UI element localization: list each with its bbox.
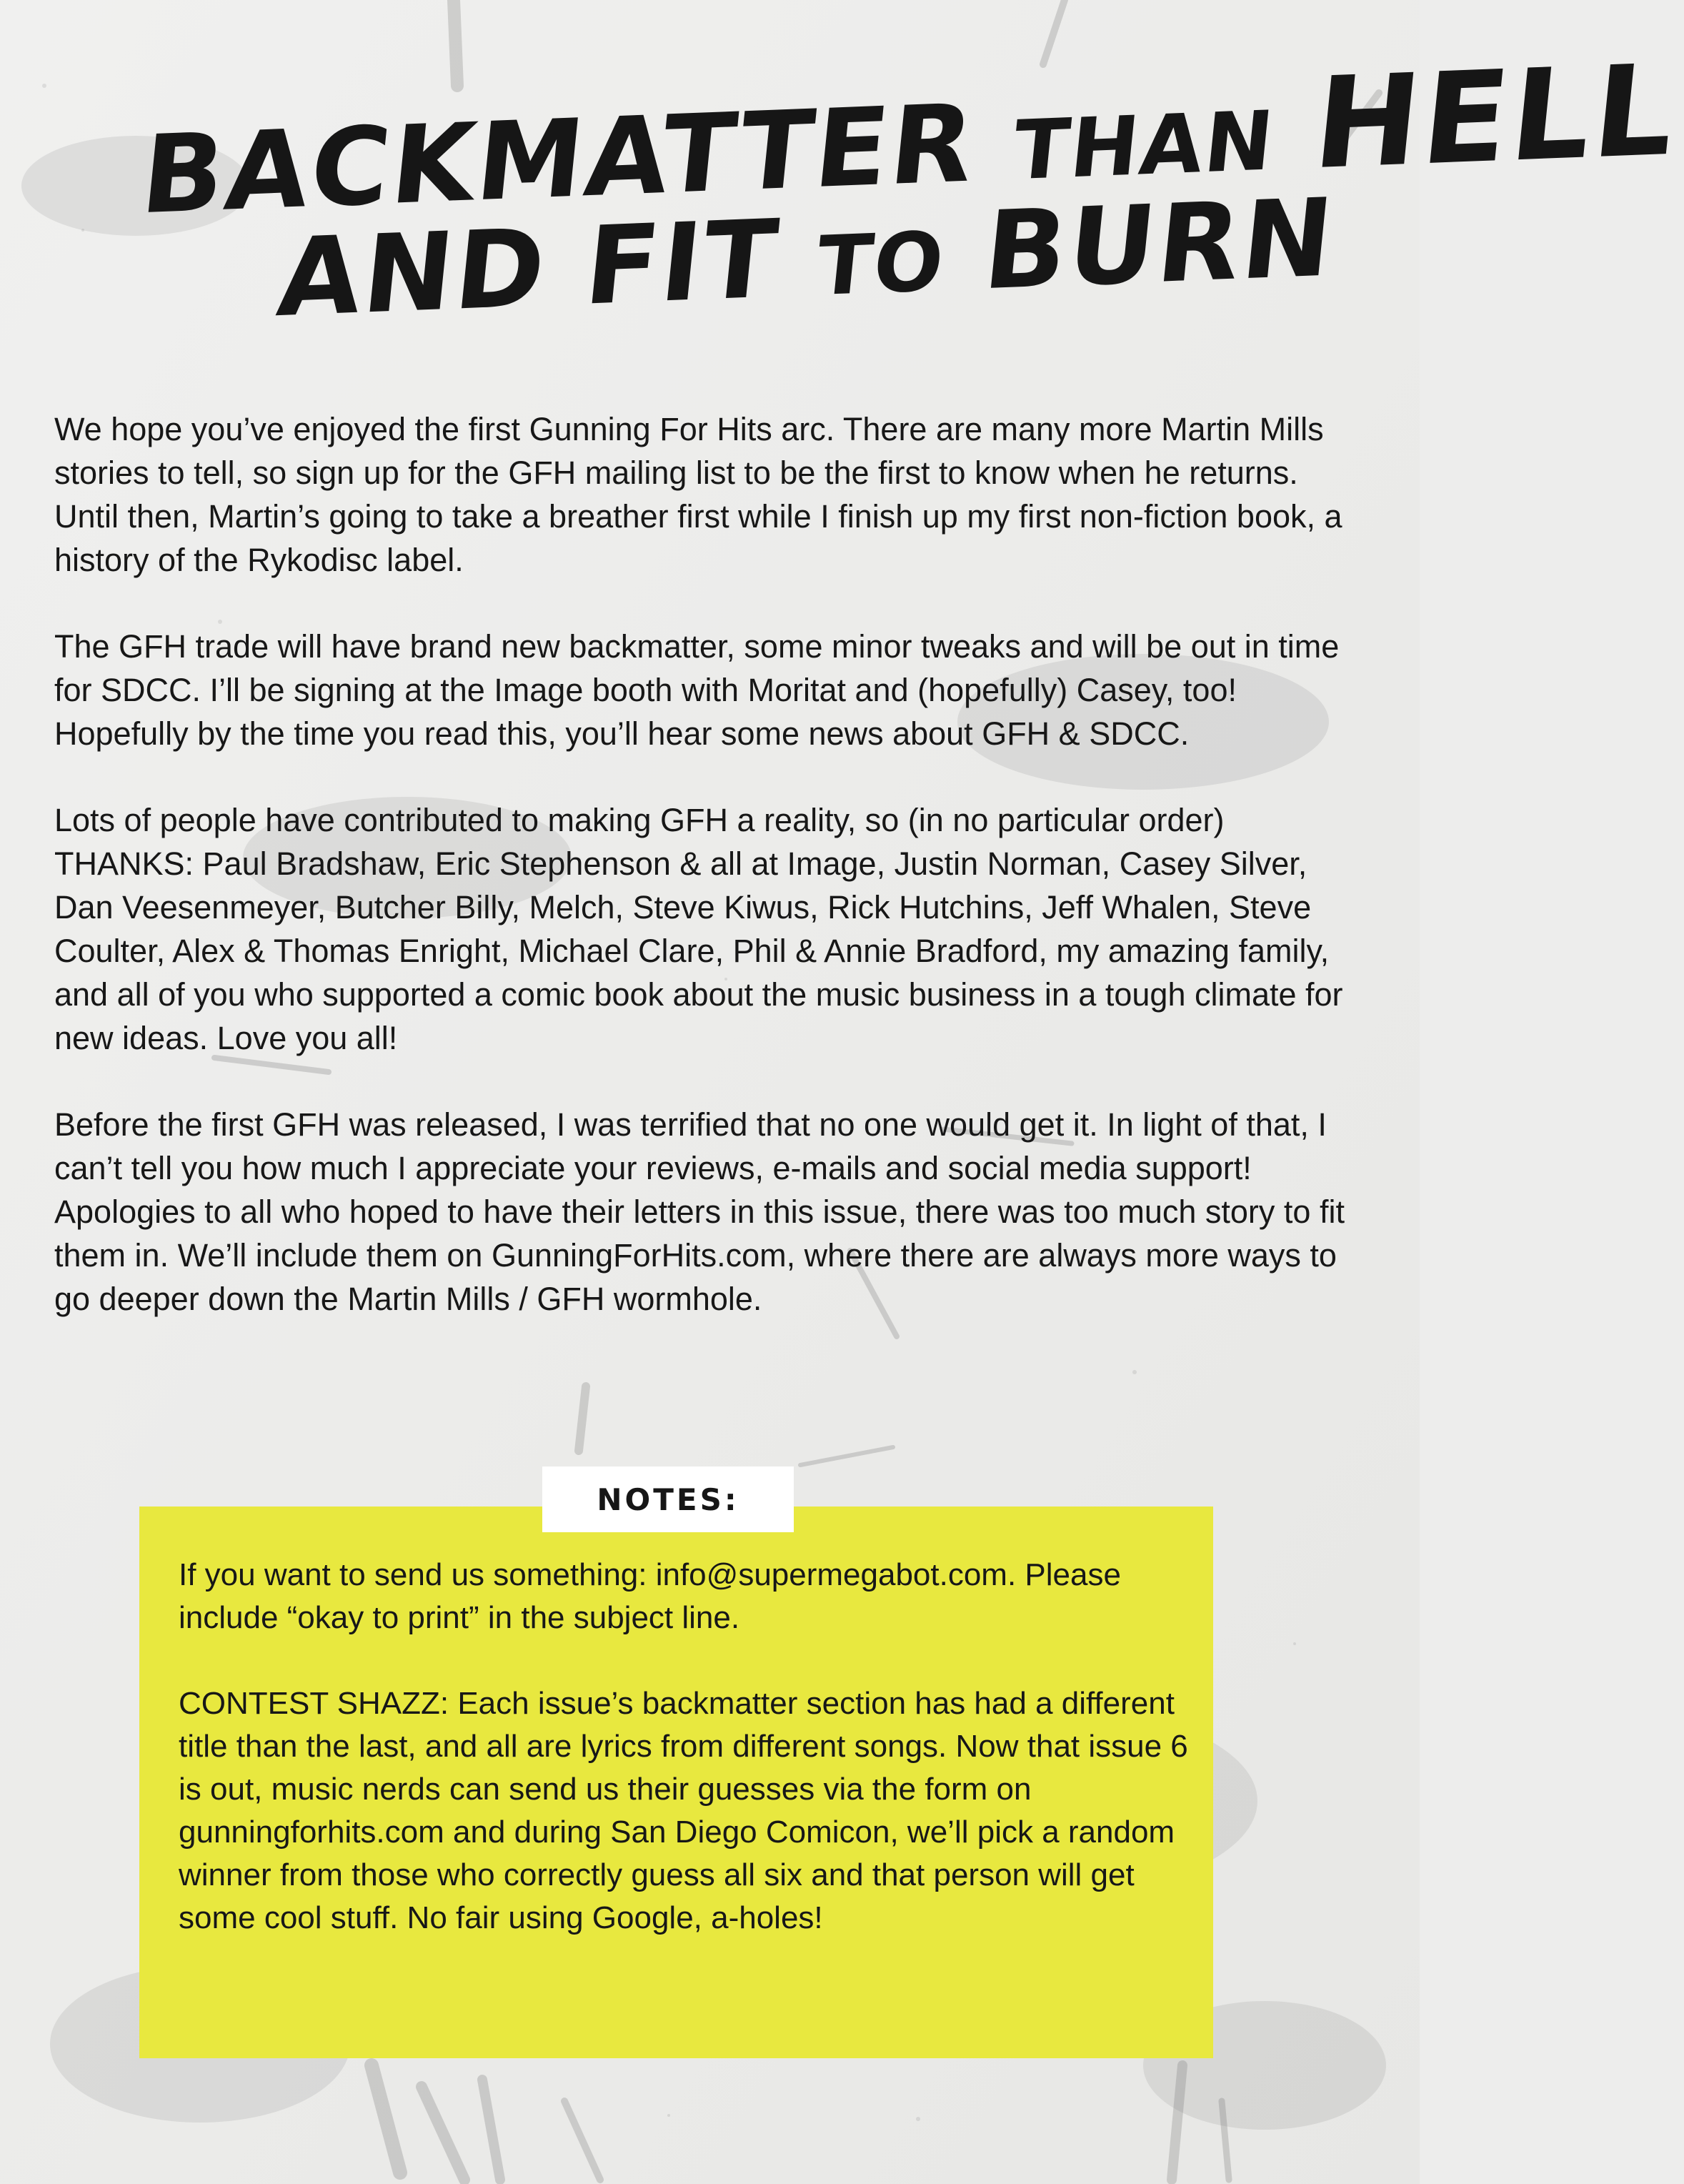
notes-paragraph-1: If you want to send us something: info@supermegabot.com. Please include “okay to print” in the subject line.: [179, 1557, 1121, 1635]
notes-content: [179, 1554, 1200, 1982]
notes-label: NOTES:: [597, 1481, 739, 1517]
body-paragraph-3: Lots of people have contributed to making GFH a reality, so (in no particular order) THANKS: Paul Bradshaw, Eric Stephenson & all at Image, Justin Norman, Casey Silver, Dan Veesenmeyer, Butcher Billy, Melch, Steve Kiwus, Rick Hutchins, Jeff Whalen, Steve Coulter, Alex & Thomas Enright, Michael Clare, Phil & Annie Bradford, my amazing family, and all of you who supported a comic book about the music business in a tough climate for new ideas. Love you all!: [54, 802, 1343, 1056]
notes-paragraph-2: CONTEST SHAZZ: Each issue’s backmatter section has had a different title than the last, and all are lyrics from different songs. Now that issue 6 is out, music nerds can send us their guesses via the form on gunningforhits.com and during San Diego Comicon, we’ll pick a random winner from those who correctly guess all six and that person will get some cool stuff. No fair using Google, a-holes!: [179, 1686, 1188, 1935]
title-word-to: TO: [812, 213, 950, 314]
title-word-hell: HELL: [1307, 37, 1684, 198]
notes-label-tab: [542, 1466, 794, 1532]
title-word-backmatter: BACKMATTER: [136, 81, 982, 239]
backmatter-body: [54, 407, 1365, 1364]
body-paragraph-4: Before the first GFH was released, I was terrified that no one would get it. In light of that, I can’t tell you how much I appreciate your reviews, e-mails and social media support! Apologies to all who hoped to have their letters in this issue, there was too much story to fit them in. We’ll include them on GunningForHits.com, where there are always more ways to go deeper down the Martin Mills / GFH wormhole.: [54, 1106, 1345, 1317]
page-title: [136, 37, 1684, 350]
title-word-and-fit: AND FIT: [272, 197, 785, 342]
body-paragraph-1: We hope you’ve enjoyed the first Gunning For Hits arc. There are many more Martin Mills stories to tell, so sign up for the GFH mailing list to be the first to know when he returns. Until then, Martin’s going to take a breather first while I finish up my first non-fiction book, a history of the Rykodisc label.: [54, 411, 1342, 578]
body-paragraph-2: The GFH trade will have brand new backmatter, some minor tweaks and will be out in time for SDCC. I’ll be signing at the Image booth with Moritat and (hopefully) Casey, too! Hopefully by the time you read this, you’ll hear some news about GFH & SDCC.: [54, 628, 1340, 752]
title-word-than: THAN: [1009, 92, 1280, 199]
title-word-burn: BURN: [978, 175, 1341, 314]
